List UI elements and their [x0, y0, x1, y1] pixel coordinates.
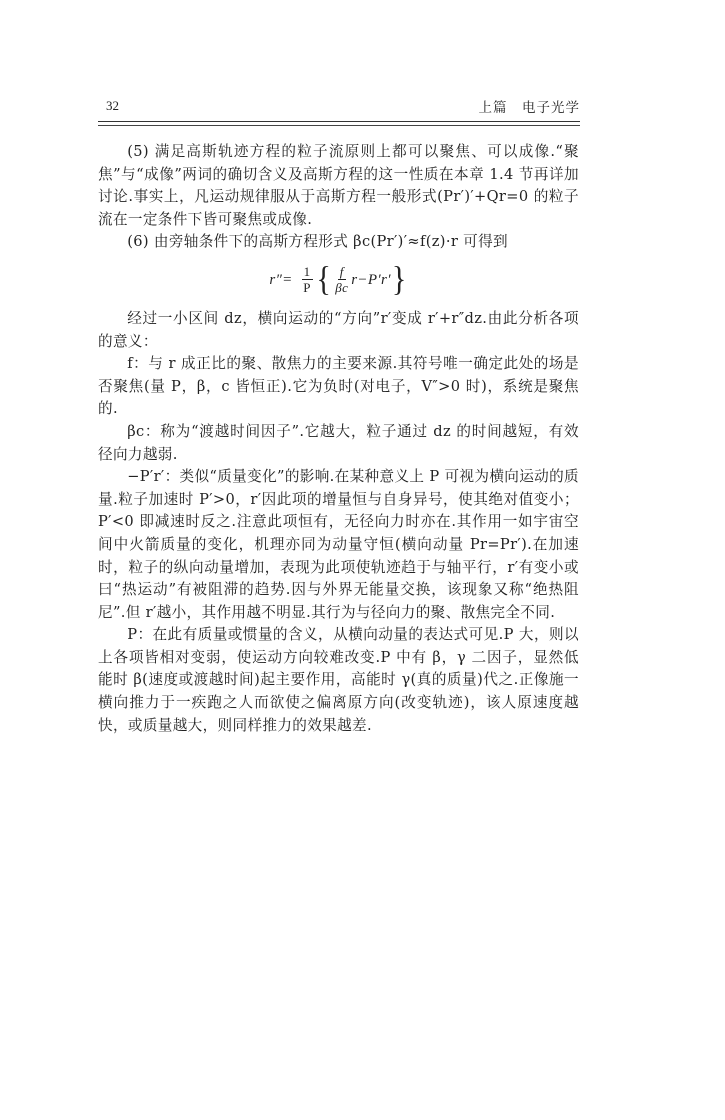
header-rule-thick [98, 121, 580, 122]
paragraph: f：与 r 成正比的聚、散焦力的主要来源.其符号唯一确定此处的场是否聚焦(量 P，β，c 皆恒正).它为负时(对电子，V″>0 时)，系统是聚焦的. [98, 355, 579, 418]
fraction-numerator: f [339, 264, 344, 280]
body-text [98, 141, 579, 737]
paragraph: P：在此有质量或惯量的含义，从横向动量的表达式可见.P 大，则以上各项皆相对变弱，使运动方向较难改变.P 中有 β，γ 二因子，显然低能时 β(速度或渡越时间)起主要作用，高能时 γ(真的质量)代之.正像施一横向推力于一疾跑之人而欲使之偏离原方向(改变轨迹)，该人原速度越快，或质量越大，则同样推力的效果越差. [98, 626, 579, 734]
paragraph: (5) 满足高斯轨迹方程的粒子流原则上都可以聚焦、可以成像.“聚焦”与“成像”两词的确切含义及高斯方程的这一性质在本章 1.4 节再详加讨论.事实上，凡运动规律服从于高斯方程一般形式(Pr′)′+Qr=0 的粒子流在一定条件下皆可聚焦或成像. [98, 143, 579, 228]
formula-fraction-2 [335, 264, 348, 295]
formula-brace-open: { [316, 260, 332, 299]
paragraph: βc：称为“渡越时间因子”.它越大，粒子通过 dz 的时间越短，有效径向力越弱. [98, 422, 579, 463]
paragraph: (6) 由旁轴条件下的高斯方程形式 βc(Pr′)′≈f(z)·r 可得到 [127, 233, 508, 251]
running-header [98, 96, 580, 118]
fraction-denominator: βc [335, 280, 349, 296]
display-formula [98, 258, 579, 302]
paragraph: −P′r′：类似“质量变化”的影响.在某种意义上 P 可视为横向运动的质量.粒子加速时 P′>0，r′因此项的增量恒与自身异号，使其绝对值变小；P′<0 即减速时反之.注意此项恒有，无径向力时亦在.其作用一如宇宙空间中火箭质量的变化，机理亦同为动量守恒(横向动量 Pr=Pr′).在加速时，粒子的纵向动量增加，表现为此项使轨迹趋于与轴平行，r′有变小或曰“热运动”有被阻滞的趋势.因与外界无能量交换，该现象又称“绝热阻尼”.但 r′越小，其作用越不明显.其行为与径向力的聚、散焦完全不同. [98, 468, 579, 621]
formula-fraction-1 [302, 264, 313, 295]
formula-middle: r−P′r′ [351, 271, 391, 288]
section-title: 上篇 电子光学 [478, 100, 580, 116]
page-number: 32 [106, 98, 119, 113]
fraction-numerator: 1 [303, 264, 311, 280]
formula-brace-close: } [391, 260, 407, 299]
formula-lhs: r″= [269, 271, 293, 288]
fraction-denominator: P [303, 280, 311, 296]
paragraph: 经过一小区间 dz，横向运动的“方向”r′变成 r′+r″dz.由此分析各项的意义： [98, 309, 579, 350]
header-rule-thin [98, 125, 580, 126]
